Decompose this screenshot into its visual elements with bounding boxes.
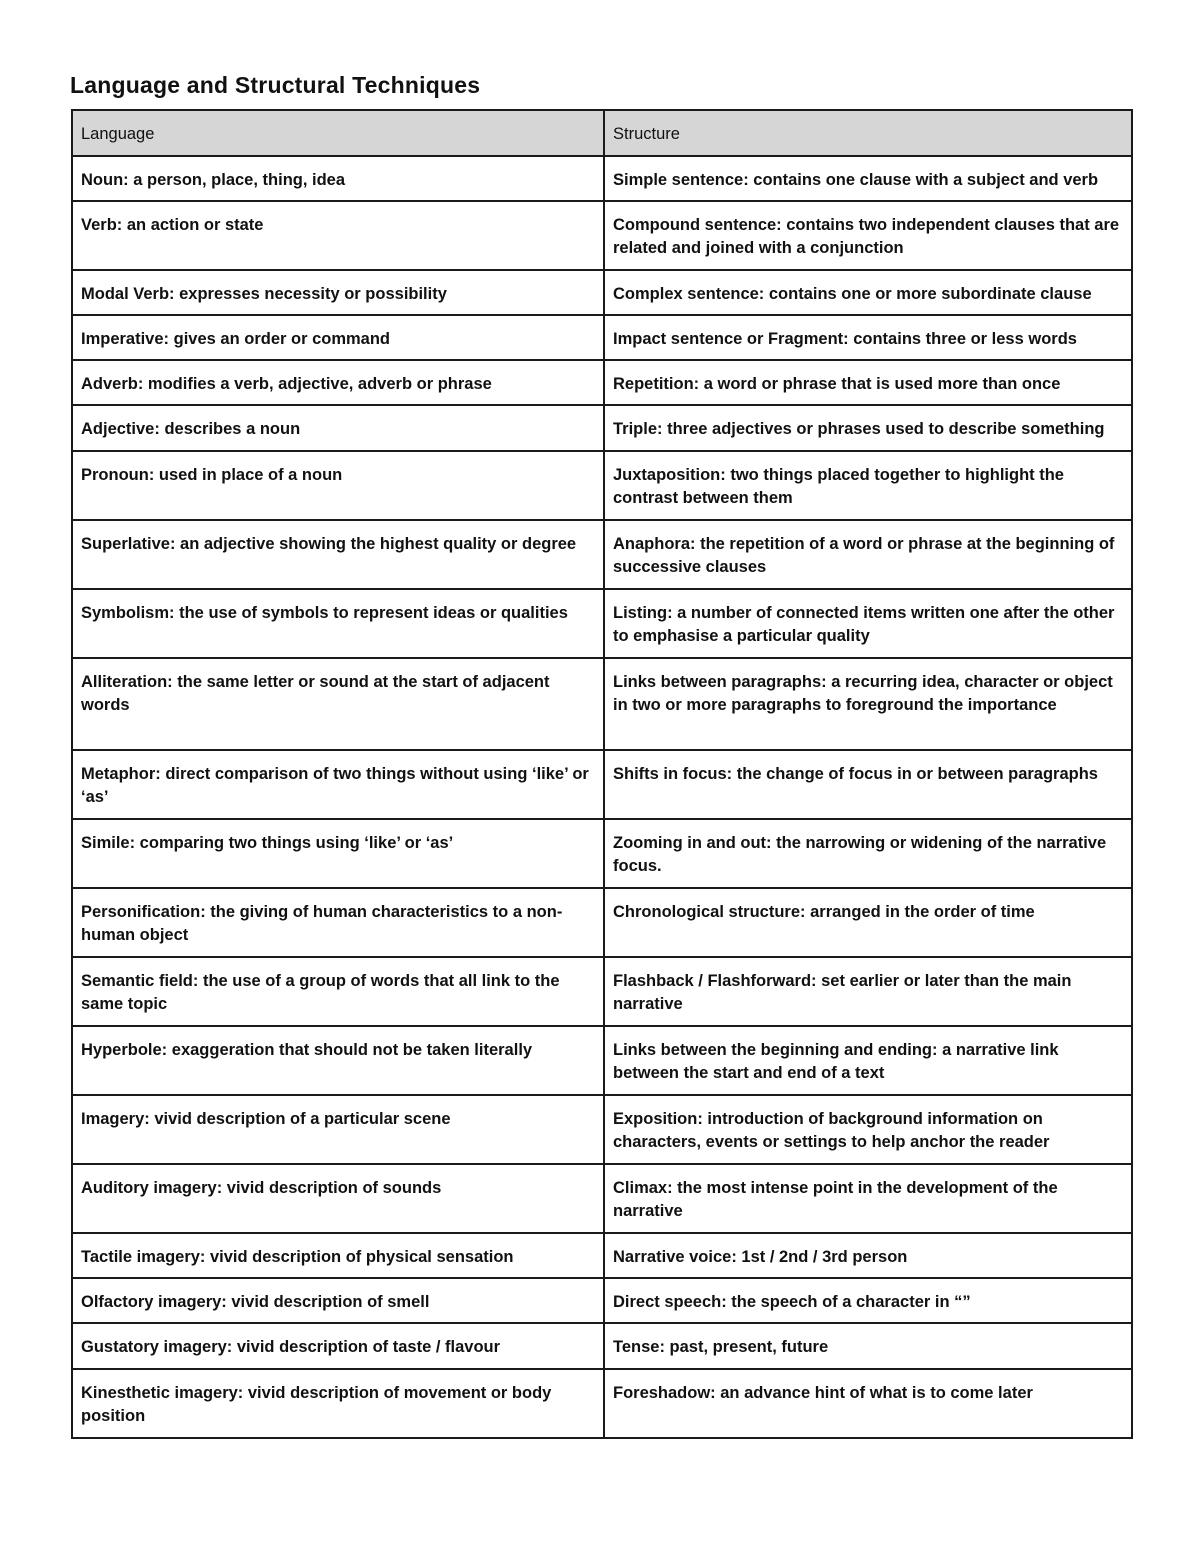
table-row [72, 750, 1132, 819]
language-cell: Kinesthetic imagery: vivid description of movement or body position [72, 1369, 604, 1438]
structure-cell: Links between the beginning and ending: a narrative link between the start and end of a text [604, 1026, 1132, 1095]
structure-column-header: Structure [604, 110, 1132, 156]
structure-cell: Juxtaposition: two things placed together to highlight the contrast between them [604, 451, 1132, 520]
table-row [72, 451, 1132, 520]
table-row [72, 315, 1132, 360]
table-row [72, 658, 1132, 750]
table-row [72, 957, 1132, 1026]
table-row [72, 270, 1132, 315]
language-cell: Symbolism: the use of symbols to represent ideas or qualities [72, 589, 604, 658]
language-cell: Olfactory imagery: vivid description of smell [72, 1278, 604, 1323]
structure-cell: Complex sentence: contains one or more subordinate clause [604, 270, 1132, 315]
structure-cell: Links between paragraphs: a recurring idea, character or object in two or more paragraphs to foreground the importance [604, 658, 1132, 750]
language-cell: Adjective: describes a noun [72, 405, 604, 451]
table-row [72, 520, 1132, 589]
language-column-header: Language [72, 110, 604, 156]
structure-cell: Repetition: a word or phrase that is used more than once [604, 360, 1132, 405]
table-row [72, 405, 1132, 451]
table-row [72, 1278, 1132, 1323]
table-row [72, 360, 1132, 405]
language-cell: Metaphor: direct comparison of two things without using ‘like’ or ‘as’ [72, 750, 604, 819]
language-cell: Tactile imagery: vivid description of physical sensation [72, 1233, 604, 1278]
structure-cell: Chronological structure: arranged in the order of time [604, 888, 1132, 957]
table-row [72, 1095, 1132, 1164]
language-cell: Modal Verb: expresses necessity or possibility [72, 270, 604, 315]
table-row [72, 1233, 1132, 1278]
page-title: Language and Structural Techniques [70, 72, 481, 98]
language-cell: Simile: comparing two things using ‘like’ or ‘as’ [72, 819, 604, 888]
structure-cell: Climax: the most intense point in the development of the narrative [604, 1164, 1132, 1233]
language-cell: Semantic field: the use of a group of words that all link to the same topic [72, 957, 604, 1026]
structure-cell: Anaphora: the repetition of a word or phrase at the beginning of successive clauses [604, 520, 1132, 589]
language-cell: Pronoun: used in place of a noun [72, 451, 604, 520]
language-cell: Imperative: gives an order or command [72, 315, 604, 360]
table-row [72, 156, 1132, 201]
structure-cell: Exposition: introduction of background information on characters, events or settings to help anchor the reader [604, 1095, 1132, 1164]
structure-cell: Impact sentence or Fragment: contains three or less words [604, 315, 1132, 360]
language-cell: Noun: a person, place, thing, idea [72, 156, 604, 201]
language-cell: Personification: the giving of human characteristics to a non-human object [72, 888, 604, 957]
structure-cell: Zooming in and out: the narrowing or widening of the narrative focus. [604, 819, 1132, 888]
structure-cell: Shifts in focus: the change of focus in or between paragraphs [604, 750, 1132, 819]
language-cell: Adverb: modifies a verb, adjective, adverb or phrase [72, 360, 604, 405]
language-cell: Hyperbole: exaggeration that should not be taken literally [72, 1026, 604, 1095]
table-row [72, 1323, 1132, 1369]
table-row [72, 1026, 1132, 1095]
table-header-row [72, 110, 1132, 156]
table-row [72, 1369, 1132, 1438]
structure-cell: Flashback / Flashforward: set earlier or later than the main narrative [604, 957, 1132, 1026]
table-row [72, 201, 1132, 270]
structure-cell: Triple: three adjectives or phrases used to describe something [604, 405, 1132, 451]
language-cell: Auditory imagery: vivid description of sounds [72, 1164, 604, 1233]
structure-cell: Direct speech: the speech of a character in “” [604, 1278, 1132, 1323]
structure-cell: Foreshadow: an advance hint of what is to come later [604, 1369, 1132, 1438]
language-cell: Alliteration: the same letter or sound at the start of adjacent words [72, 658, 604, 750]
language-cell: Superlative: an adjective showing the highest quality or degree [72, 520, 604, 589]
table-row [72, 1164, 1132, 1233]
structure-cell: Listing: a number of connected items written one after the other to emphasise a particular quality [604, 589, 1132, 658]
techniques-table [71, 109, 1133, 1439]
structure-cell: Simple sentence: contains one clause with a subject and verb [604, 156, 1132, 201]
structure-cell: Compound sentence: contains two independent clauses that are related and joined with a conjunction [604, 201, 1132, 270]
language-cell: Imagery: vivid description of a particular scene [72, 1095, 604, 1164]
table-row [72, 888, 1132, 957]
structure-cell: Tense: past, present, future [604, 1323, 1132, 1369]
table-row [72, 589, 1132, 658]
table-row [72, 819, 1132, 888]
language-cell: Gustatory imagery: vivid description of taste / flavour [72, 1323, 604, 1369]
structure-cell: Narrative voice: 1st / 2nd / 3rd person [604, 1233, 1132, 1278]
language-cell: Verb: an action or state [72, 201, 604, 270]
